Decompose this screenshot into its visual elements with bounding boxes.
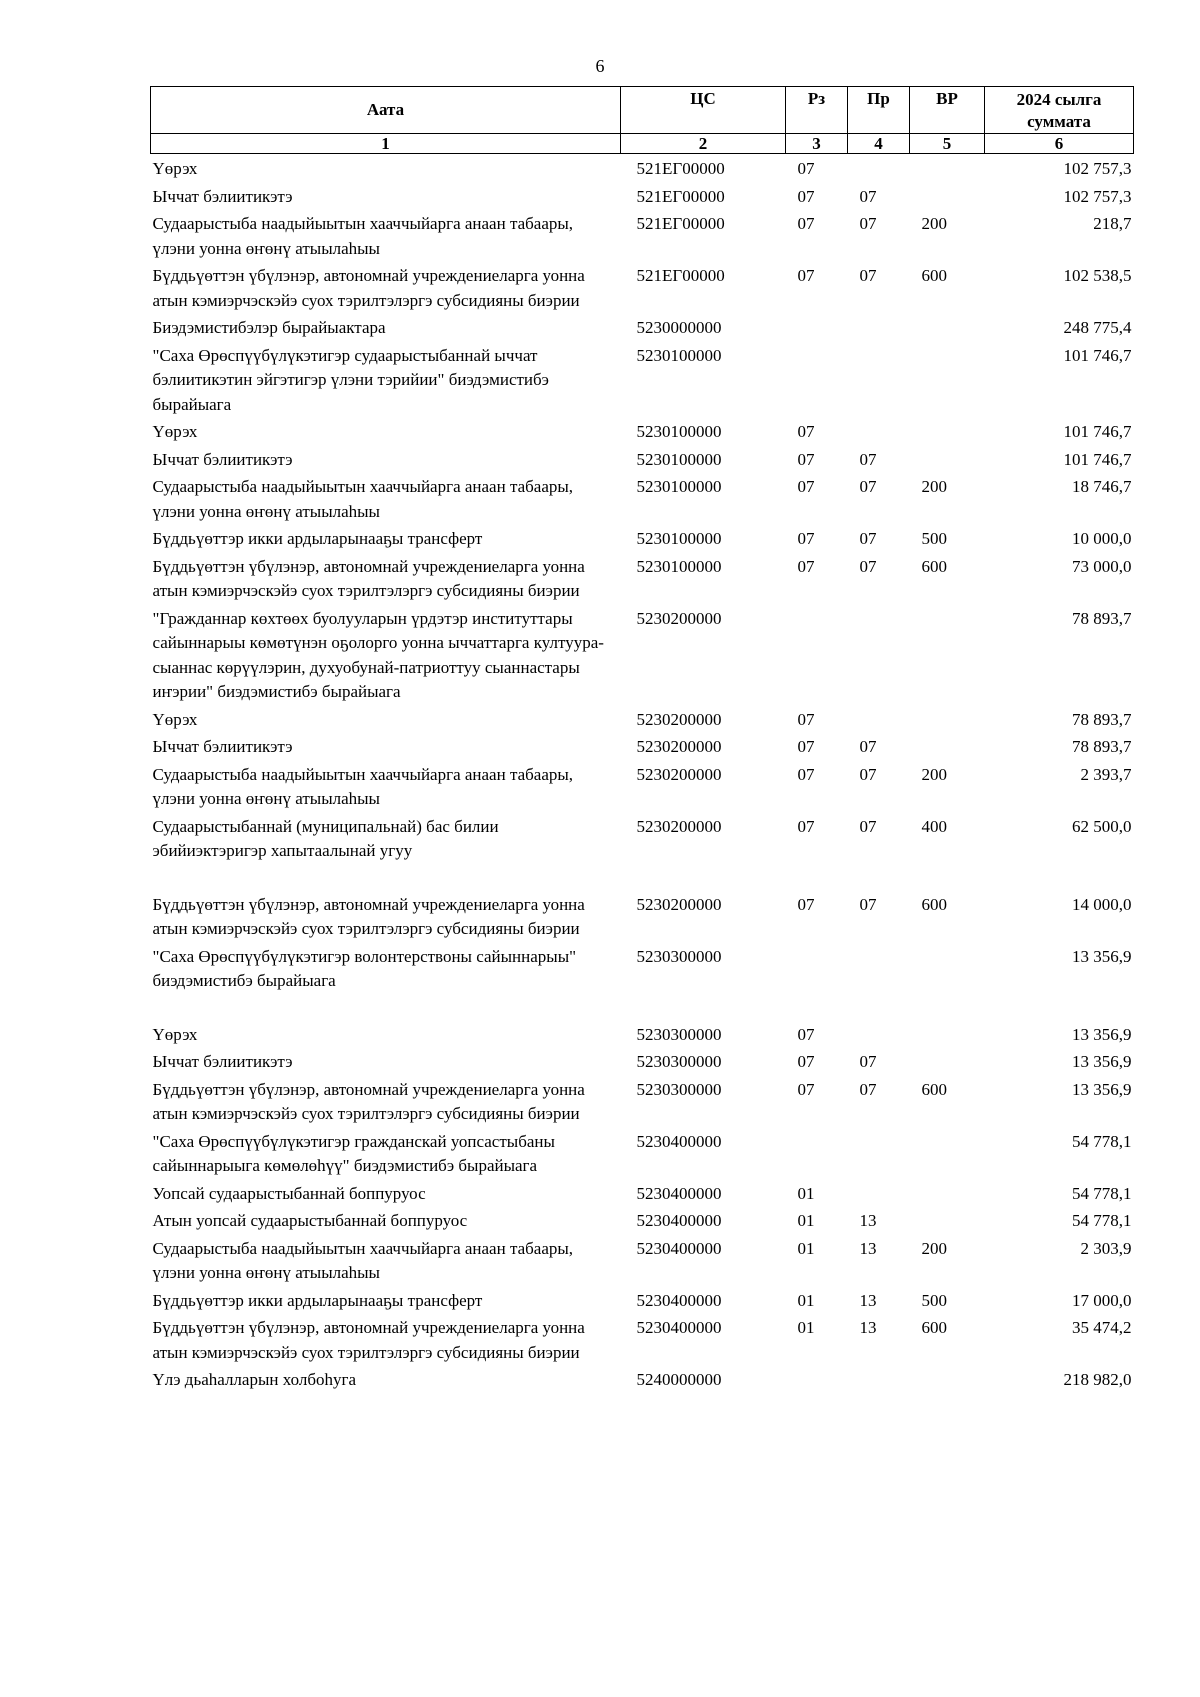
row-code: 5230400000 bbox=[636, 1318, 722, 1337]
row-code: 5230400000 bbox=[636, 1238, 722, 1258]
row-vr: 600 bbox=[921, 894, 947, 914]
row-pr bbox=[848, 705, 910, 733]
row-sum: 78 893,7 bbox=[1072, 737, 1132, 756]
row-vr bbox=[910, 732, 985, 760]
row-vr: 200 bbox=[921, 477, 947, 496]
row-rz bbox=[786, 1365, 848, 1393]
row-rz bbox=[786, 313, 848, 341]
row-name: Биэдэмистибэлэр бырайыактара bbox=[152, 318, 386, 337]
row-rz: 07 bbox=[797, 894, 815, 914]
row-name: Атын уопсай судаарыстыбаннай боппуруос bbox=[152, 1211, 468, 1230]
table-row bbox=[151, 1234, 1134, 1286]
table-row bbox=[151, 1286, 1134, 1314]
row-code: 521ЕГ00000 bbox=[636, 214, 725, 233]
row-vr: 200 bbox=[921, 1238, 947, 1258]
row-rz: 07 bbox=[797, 1052, 815, 1071]
row-rz: 07 bbox=[797, 422, 815, 441]
row-sum: 102 538,5 bbox=[1063, 266, 1132, 285]
row-name: Судаарыстыба наадыйыытын хааччыйарга анаан табаары, үлэни уонна өҥөнү атыылаһыы bbox=[152, 214, 574, 258]
row-vr bbox=[910, 1179, 985, 1207]
row-vr bbox=[910, 604, 985, 705]
table-row bbox=[151, 890, 1134, 942]
row-sum: 2 393,7 bbox=[1080, 764, 1132, 784]
table-row bbox=[151, 1313, 1134, 1365]
row-name: Ыччат бэлиитикэтэ bbox=[152, 737, 293, 756]
row-code: 5240000000 bbox=[636, 1370, 722, 1389]
table-row bbox=[151, 812, 1134, 890]
row-vr: 600 bbox=[921, 1318, 947, 1337]
row-code: 5230200000 bbox=[636, 816, 722, 836]
row-pr: 07 bbox=[859, 449, 877, 469]
column-number: 5 bbox=[910, 134, 985, 154]
row-rz: 07 bbox=[797, 709, 815, 729]
row-pr: 07 bbox=[859, 764, 877, 784]
row-pr bbox=[848, 1179, 910, 1207]
row-sum: 218,7 bbox=[1093, 214, 1132, 233]
table-row bbox=[151, 209, 1134, 261]
header-rz: Рз bbox=[786, 87, 848, 134]
row-rz: 01 bbox=[797, 1183, 815, 1203]
row-vr bbox=[910, 341, 985, 418]
header-name: Аата bbox=[151, 87, 621, 134]
row-name: Бүддьүөттэн үбүлэнэр, автономнай учреждениеларга уонна атын кэмиэрчэскэйэ суох тэрилтэлэргэ субсидияны биэрии bbox=[152, 894, 585, 938]
row-code: 521ЕГ00000 bbox=[636, 159, 725, 178]
row-name: Судаарыстыба наадыйыытын хааччыйарга анаан табаары, үлэни уонна өҥөнү атыылаһыы bbox=[152, 477, 574, 521]
row-sum: 13 356,9 bbox=[1072, 1024, 1132, 1044]
row-sum: 17 000,0 bbox=[1072, 1290, 1132, 1310]
row-pr: 07 bbox=[859, 816, 877, 836]
column-number: 3 bbox=[786, 134, 848, 154]
row-code: 5230100000 bbox=[636, 345, 722, 365]
table-row bbox=[151, 705, 1134, 733]
table-row bbox=[151, 1047, 1134, 1075]
row-name: Үөрэх bbox=[152, 159, 198, 178]
row-pr: 07 bbox=[859, 1052, 877, 1071]
row-rz: 07 bbox=[797, 1024, 815, 1044]
row-sum: 101 746,7 bbox=[1063, 345, 1132, 365]
row-code: 5230100000 bbox=[636, 477, 722, 496]
row-name: Ыччат бэлиитикэтэ bbox=[152, 186, 293, 206]
table-row bbox=[151, 524, 1134, 552]
row-sum: 218 982,0 bbox=[1063, 1370, 1132, 1389]
header-code: ЦС bbox=[621, 87, 786, 134]
row-code: 5230300000 bbox=[636, 1079, 722, 1099]
row-sum: 101 746,7 bbox=[1063, 449, 1132, 469]
row-pr: 07 bbox=[859, 894, 877, 914]
row-sum: 78 893,7 bbox=[1072, 709, 1132, 729]
row-code: 5230200000 bbox=[636, 737, 722, 756]
row-sum: 10 000,0 bbox=[1072, 529, 1132, 548]
row-sum: 54 778,1 bbox=[1072, 1131, 1132, 1151]
row-code: 5230300000 bbox=[636, 946, 722, 966]
row-pr bbox=[848, 1365, 910, 1393]
row-sum: 35 474,2 bbox=[1072, 1318, 1132, 1337]
row-sum: 14 000,0 bbox=[1072, 894, 1132, 914]
row-pr: 07 bbox=[859, 556, 877, 576]
row-pr bbox=[848, 1127, 910, 1179]
row-code: 5230200000 bbox=[636, 709, 722, 729]
table-row bbox=[151, 552, 1134, 604]
row-vr: 500 bbox=[921, 529, 947, 548]
table-row bbox=[151, 1365, 1134, 1393]
row-pr bbox=[848, 313, 910, 341]
table-row bbox=[151, 760, 1134, 812]
row-pr: 07 bbox=[859, 477, 877, 496]
row-rz: 07 bbox=[797, 266, 815, 285]
row-sum: 13 356,9 bbox=[1072, 1079, 1132, 1099]
row-rz: 07 bbox=[797, 159, 815, 178]
row-name: "Саха Өрөспүүбүлүкэтигэр гражданскай уопсастыбаны сайыннарыыга көмөлөһүү" биэдэмистибэ бырайыага bbox=[152, 1131, 555, 1175]
table-row bbox=[151, 341, 1134, 418]
row-name: Бүддьүөттэн үбүлэнэр, автономнай учреждениеларга уонна атын кэмиэрчэскэйэ суох тэрилтэлэргэ субсидияны биэрии bbox=[152, 266, 585, 310]
table-row bbox=[151, 154, 1134, 182]
row-rz: 07 bbox=[797, 556, 815, 576]
row-vr: 200 bbox=[921, 764, 947, 784]
row-name: Уопсай судаарыстыбаннай боппуруос bbox=[152, 1183, 426, 1203]
row-pr: 07 bbox=[859, 266, 877, 285]
row-name: Судаарыстыба наадыйыытын хааччыйарга анаан табаары, үлэни уонна өҥөнү атыылаһыы bbox=[152, 1238, 574, 1282]
row-vr: 400 bbox=[921, 816, 947, 836]
row-pr bbox=[848, 1020, 910, 1048]
row-code: 5230400000 bbox=[636, 1183, 722, 1203]
row-name: Ыччат бэлиитикэтэ bbox=[152, 449, 293, 469]
row-rz: 07 bbox=[797, 737, 815, 756]
row-vr bbox=[910, 705, 985, 733]
table-row bbox=[151, 445, 1134, 473]
row-name: Бүддьүөттэн үбүлэнэр, автономнай учреждениеларга уонна атын кэмиэрчэскэйэ суох тэрилтэлэргэ субсидияны биэрии bbox=[152, 1318, 585, 1362]
row-rz: 01 bbox=[797, 1211, 815, 1230]
row-sum: 102 757,3 bbox=[1063, 186, 1132, 206]
row-pr bbox=[848, 942, 910, 1020]
table-row bbox=[151, 313, 1134, 341]
row-name: Бүддьүөттэр икки ардыларынааҕы трансферт bbox=[152, 529, 483, 548]
row-vr bbox=[910, 445, 985, 473]
row-vr bbox=[910, 1365, 985, 1393]
row-rz bbox=[786, 942, 848, 1020]
row-code: 5230000000 bbox=[636, 318, 722, 337]
table-row bbox=[151, 472, 1134, 524]
row-code: 5230100000 bbox=[636, 529, 722, 548]
row-sum: 248 775,4 bbox=[1063, 318, 1132, 337]
row-code: 521ЕГ00000 bbox=[636, 186, 725, 206]
table-row bbox=[151, 604, 1134, 705]
table-row bbox=[151, 732, 1134, 760]
row-rz: 07 bbox=[797, 764, 815, 784]
header-row bbox=[151, 87, 1134, 134]
row-rz: 07 bbox=[797, 477, 815, 496]
table-row bbox=[151, 1179, 1134, 1207]
row-vr bbox=[910, 1047, 985, 1075]
table-body bbox=[151, 154, 1134, 1393]
row-vr bbox=[910, 1020, 985, 1048]
table-row bbox=[151, 1020, 1134, 1048]
row-vr: 200 bbox=[921, 214, 947, 233]
budget-table bbox=[150, 86, 1134, 1393]
row-sum: 2 303,9 bbox=[1080, 1238, 1132, 1258]
header-pr: Пр bbox=[848, 87, 910, 134]
table-row bbox=[151, 182, 1134, 210]
row-name: Бүддьүөттэн үбүлэнэр, автономнай учреждениеларга уонна атын кэмиэрчэскэйэ суох тэрилтэлэргэ субсидияны биэрии bbox=[152, 556, 585, 600]
row-pr bbox=[848, 604, 910, 705]
row-sum: 54 778,1 bbox=[1072, 1211, 1132, 1230]
row-name: Үөрэх bbox=[152, 709, 198, 729]
row-sum: 18 746,7 bbox=[1072, 477, 1132, 496]
row-code: 521ЕГ00000 bbox=[636, 266, 725, 285]
row-rz bbox=[786, 1127, 848, 1179]
table-row bbox=[151, 1075, 1134, 1127]
column-number: 6 bbox=[985, 134, 1134, 154]
row-code: 5230100000 bbox=[636, 449, 722, 469]
row-rz: 07 bbox=[797, 449, 815, 469]
row-name: "Саха Өрөспүүбүлүкэтигэр судаарыстыбаннай ыччат бэлиитикэтин эйгэтигэр үлэни тэрийии" биэдэмистибэ бырайыага bbox=[152, 345, 549, 414]
row-vr: 500 bbox=[921, 1290, 947, 1310]
row-name: "Саха Өрөспүүбүлүкэтигэр волонтерствоны сайыннарыы" биэдэмистибэ бырайыага bbox=[152, 946, 577, 990]
table-row bbox=[151, 1127, 1134, 1179]
column-number: 2 bbox=[621, 134, 786, 154]
row-pr: 07 bbox=[859, 529, 877, 548]
row-name: Үөрэх bbox=[152, 422, 198, 441]
row-sum: 54 778,1 bbox=[1072, 1183, 1132, 1203]
row-code: 5230100000 bbox=[636, 556, 722, 576]
row-rz bbox=[786, 341, 848, 418]
row-vr: 600 bbox=[921, 1079, 947, 1099]
row-vr: 600 bbox=[921, 556, 947, 576]
row-pr: 13 bbox=[859, 1318, 877, 1337]
table-row bbox=[151, 417, 1134, 445]
row-vr bbox=[910, 313, 985, 341]
row-rz: 07 bbox=[797, 186, 815, 206]
row-vr bbox=[910, 1206, 985, 1234]
row-rz bbox=[786, 604, 848, 705]
row-sum: 13 356,9 bbox=[1072, 1052, 1132, 1071]
row-name: Судаарыстыбаннай (муниципальнай) бас билии эбийиэктэригэр хапытаалынай угуу bbox=[152, 816, 499, 860]
table-row bbox=[151, 1206, 1134, 1234]
row-pr: 13 bbox=[859, 1238, 877, 1258]
row-name: Бүддьүөттэр икки ардыларынааҕы трансферт bbox=[152, 1290, 483, 1310]
row-sum: 73 000,0 bbox=[1072, 556, 1132, 576]
page-number: 6 bbox=[595, 56, 605, 76]
row-code: 5230200000 bbox=[636, 894, 722, 914]
row-rz: 07 bbox=[797, 816, 815, 836]
table-row bbox=[151, 942, 1134, 1020]
row-name: Үөрэх bbox=[152, 1024, 198, 1044]
row-sum: 102 757,3 bbox=[1063, 159, 1132, 178]
row-code: 5230400000 bbox=[636, 1131, 722, 1151]
row-rz: 01 bbox=[797, 1290, 815, 1310]
column-number: 1 bbox=[151, 134, 621, 154]
row-vr bbox=[910, 1127, 985, 1179]
header-vr: ВР bbox=[910, 87, 985, 134]
row-code: 5230300000 bbox=[636, 1052, 722, 1071]
row-vr bbox=[910, 417, 985, 445]
row-code: 5230200000 bbox=[636, 764, 722, 784]
row-code: 5230200000 bbox=[636, 608, 722, 628]
row-name: Судаарыстыба наадыйыытын хааччыйарга анаан табаары, үлэни уонна өҥөнү атыылаһыы bbox=[152, 764, 574, 808]
row-code: 5230400000 bbox=[636, 1290, 722, 1310]
row-rz: 01 bbox=[797, 1318, 815, 1337]
row-rz: 07 bbox=[797, 529, 815, 548]
row-pr bbox=[848, 341, 910, 418]
row-name: "Гражданнар көхтөөх буолууларын үрдэтэр институттары сайыннарыы көмөтүнэн оҕолорго уонна ыччаттарга култуура-сыаннас көрүүлэрин, духуобунай-патриоттуу сыаннастары иҥэрии" биэдэмистибэ бырайыага bbox=[152, 608, 604, 701]
row-name: Бүддьүөттэн үбүлэнэр, автономнай учреждениеларга уонна атын кэмиэрчэскэйэ суох тэрилтэлэргэ субсидияны биэрии bbox=[152, 1079, 585, 1123]
row-sum: 13 356,9 bbox=[1072, 946, 1132, 966]
table-row bbox=[151, 261, 1134, 313]
row-pr bbox=[848, 154, 910, 182]
row-pr: 13 bbox=[859, 1290, 877, 1310]
row-pr: 07 bbox=[859, 214, 877, 233]
row-vr bbox=[910, 182, 985, 210]
row-vr bbox=[910, 154, 985, 182]
row-name: Үлэ дьаһалларын холбоһуга bbox=[152, 1370, 357, 1389]
row-pr: 07 bbox=[859, 737, 877, 756]
row-pr bbox=[848, 417, 910, 445]
row-code: 5230400000 bbox=[636, 1211, 722, 1230]
row-vr bbox=[910, 942, 985, 1020]
row-rz: 07 bbox=[797, 214, 815, 233]
row-sum: 62 500,0 bbox=[1072, 816, 1132, 836]
header-sum: 2024 сылга суммата bbox=[985, 87, 1134, 134]
column-number-row bbox=[151, 134, 1134, 154]
row-sum: 78 893,7 bbox=[1072, 608, 1132, 628]
row-code: 5230100000 bbox=[636, 422, 722, 441]
row-pr: 07 bbox=[859, 1079, 877, 1099]
row-pr: 13 bbox=[859, 1211, 877, 1230]
row-vr: 600 bbox=[921, 266, 947, 285]
row-rz: 01 bbox=[797, 1238, 815, 1258]
row-pr: 07 bbox=[859, 186, 877, 206]
row-code: 5230300000 bbox=[636, 1024, 722, 1044]
row-name: Ыччат бэлиитикэтэ bbox=[152, 1052, 293, 1071]
column-number: 4 bbox=[848, 134, 910, 154]
row-sum: 101 746,7 bbox=[1063, 422, 1132, 441]
row-rz: 07 bbox=[797, 1079, 815, 1099]
